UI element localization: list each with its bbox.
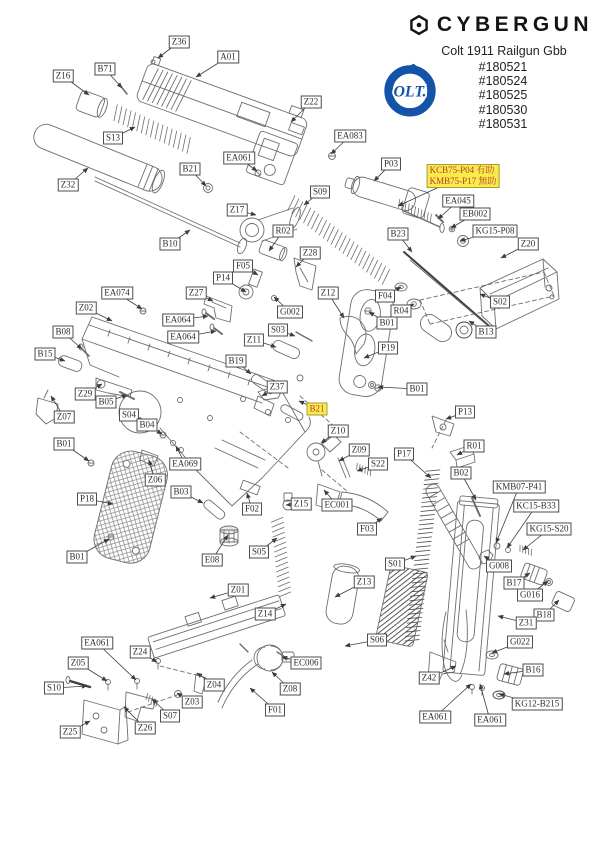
leader-line bbox=[339, 450, 359, 461]
cybergun-wordmark: CYBERGUN bbox=[436, 13, 593, 36]
leader-line bbox=[272, 672, 290, 689]
leader-line bbox=[374, 164, 391, 181]
leader-line bbox=[254, 340, 276, 347]
leader-line bbox=[170, 230, 190, 244]
leader-line bbox=[85, 384, 102, 394]
leader-line bbox=[328, 293, 344, 318]
part-label: Z11 bbox=[244, 334, 264, 347]
part-label: S07 bbox=[160, 710, 180, 723]
part-label: EA061 bbox=[419, 711, 451, 724]
part-label: Z09 bbox=[349, 444, 370, 457]
part-label: Z42 bbox=[419, 672, 440, 685]
leader-line bbox=[435, 684, 471, 717]
model-title: Colt 1911 Railgun Gbb bbox=[441, 44, 567, 58]
part-label: Z04 bbox=[204, 679, 225, 692]
leader-line bbox=[158, 42, 179, 58]
part-label: R01 bbox=[463, 440, 484, 453]
leader-line bbox=[78, 663, 107, 681]
colt-logo-icon bbox=[382, 61, 438, 117]
leader-line bbox=[237, 210, 256, 215]
leader-line bbox=[514, 573, 530, 583]
part-label: KC15-B33 bbox=[513, 500, 559, 513]
part-label: G002 bbox=[277, 306, 303, 319]
part-label: EA074 bbox=[101, 287, 133, 300]
part-label-highlighted: KCB75-P04 有助 KMB75-P17 無助 bbox=[427, 164, 500, 188]
cybergun-brand bbox=[408, 13, 593, 37]
leader-line bbox=[398, 234, 412, 252]
part-label: EA061 bbox=[474, 714, 506, 727]
spring-part bbox=[518, 545, 533, 555]
part-label: B02 bbox=[450, 467, 471, 480]
part-label: EC006 bbox=[290, 657, 321, 670]
leader-line bbox=[259, 538, 277, 552]
part-label: F03 bbox=[357, 523, 377, 536]
part-label: Z12 bbox=[318, 287, 339, 300]
leader-line bbox=[438, 201, 458, 219]
part-label: B04 bbox=[136, 419, 157, 432]
spring-part bbox=[111, 105, 194, 154]
leader-line bbox=[369, 312, 387, 323]
spring-part bbox=[355, 463, 373, 476]
leader-line bbox=[196, 57, 228, 77]
leader-line bbox=[286, 504, 301, 505]
part-label: EA069 bbox=[169, 458, 201, 471]
part-label: S05 bbox=[249, 546, 269, 559]
part-label: KMB07-P41 bbox=[493, 481, 546, 494]
part-label: EA061 bbox=[223, 152, 255, 165]
leader-line bbox=[70, 721, 90, 732]
part-label: F05 bbox=[233, 260, 253, 273]
part-label: EC001 bbox=[321, 499, 352, 512]
part-label: S09 bbox=[310, 186, 330, 199]
leader-line bbox=[499, 694, 537, 704]
leader-line bbox=[378, 387, 417, 389]
leader-line bbox=[269, 231, 283, 251]
part-label: G016 bbox=[517, 589, 543, 602]
part-label: F02 bbox=[242, 503, 262, 516]
part-label: Z08 bbox=[280, 683, 301, 696]
leader-line bbox=[63, 76, 89, 95]
leader-line bbox=[147, 425, 162, 434]
leader-line bbox=[223, 278, 246, 292]
leader-line bbox=[152, 699, 170, 716]
leader-line bbox=[480, 684, 490, 720]
part-label: KG15-P08 bbox=[472, 225, 517, 238]
part-label: S22 bbox=[368, 458, 388, 471]
leader-line bbox=[183, 331, 216, 337]
leader-line bbox=[498, 616, 526, 623]
leader-line bbox=[196, 293, 213, 301]
part-label: B10 bbox=[159, 238, 180, 251]
leader-line bbox=[385, 287, 401, 296]
part-label: EA064 bbox=[167, 331, 199, 344]
part-label: Z05 bbox=[68, 657, 89, 670]
leader-line bbox=[63, 332, 82, 349]
part-label: EB002 bbox=[459, 208, 490, 221]
leader-line bbox=[492, 642, 520, 653]
leader-line bbox=[190, 169, 206, 186]
sku-list bbox=[448, 60, 558, 131]
leader-line bbox=[291, 102, 311, 122]
part-label: Z32 bbox=[58, 179, 79, 192]
part-label: Z16 bbox=[53, 70, 74, 83]
leader-line bbox=[129, 415, 147, 424]
leader-line bbox=[64, 444, 89, 461]
part-label: B13 bbox=[475, 326, 496, 339]
part-label: B17 bbox=[503, 577, 524, 590]
part-label: R04 bbox=[390, 305, 411, 318]
spring-part bbox=[285, 196, 392, 285]
part-label: S13 bbox=[103, 132, 123, 145]
leader-line bbox=[446, 412, 465, 419]
leader-line bbox=[496, 487, 519, 543]
part-label: S10 bbox=[44, 682, 64, 695]
part-label: Z03 bbox=[182, 696, 203, 709]
part-label: Z28 bbox=[300, 247, 321, 260]
part-label: Z31 bbox=[516, 617, 537, 630]
part-label: F04 bbox=[375, 290, 395, 303]
part-label: B01 bbox=[406, 383, 427, 396]
part-label: Z20 bbox=[518, 238, 539, 251]
part-label: EA061 bbox=[81, 637, 113, 650]
part-label: Z17 bbox=[227, 204, 248, 217]
leader-line bbox=[178, 316, 208, 320]
part-label: Z14 bbox=[255, 608, 276, 621]
part-label: Z22 bbox=[301, 96, 322, 109]
leader-line bbox=[395, 556, 416, 564]
leader-line bbox=[507, 506, 536, 548]
leader-line bbox=[278, 330, 295, 336]
leader-line bbox=[480, 294, 500, 302]
part-label: G022 bbox=[507, 636, 533, 649]
spring-part bbox=[144, 694, 159, 707]
leader-line bbox=[274, 297, 290, 312]
leader-line bbox=[181, 492, 203, 503]
part-label: A01 bbox=[217, 51, 239, 64]
sku-number: #180521 bbox=[478, 60, 528, 74]
part-label: Z06 bbox=[145, 474, 166, 487]
part-label: F01 bbox=[265, 704, 285, 717]
part-label: P14 bbox=[213, 272, 233, 285]
part-label: P03 bbox=[381, 158, 401, 171]
part-label: B19 bbox=[225, 355, 246, 368]
part-label: S06 bbox=[367, 634, 387, 647]
part-label: P19 bbox=[378, 342, 398, 355]
leader-line bbox=[239, 158, 257, 171]
leader-line bbox=[243, 266, 258, 275]
part-label: KG12-B215 bbox=[512, 698, 563, 711]
part-label: S03 bbox=[268, 324, 288, 337]
sku-number: #180531 bbox=[478, 116, 528, 131]
part-label: Z29 bbox=[75, 388, 96, 401]
leader-line bbox=[331, 136, 350, 154]
part-label: Z15 bbox=[291, 498, 312, 511]
part-label: EA083 bbox=[334, 130, 366, 143]
part-label: B01 bbox=[66, 551, 87, 564]
leader-line bbox=[105, 69, 122, 88]
leader-line bbox=[335, 582, 364, 597]
parts-artwork bbox=[30, 55, 575, 744]
sku-number: #180525 bbox=[478, 88, 528, 103]
part-label: Z01 bbox=[228, 584, 249, 597]
sku-number: #180524 bbox=[478, 74, 528, 89]
part-label: B21 bbox=[179, 163, 200, 176]
spring-part bbox=[271, 517, 291, 596]
leader-line bbox=[451, 214, 475, 228]
leader-line bbox=[250, 688, 275, 710]
part-label: P13 bbox=[455, 406, 475, 419]
colt-logo-text: OLT. bbox=[393, 83, 427, 101]
part-label: B08 bbox=[52, 326, 73, 339]
part-label: Z10 bbox=[328, 425, 349, 438]
part-label: KG15-S20 bbox=[526, 523, 571, 536]
part-label: E08 bbox=[202, 554, 223, 567]
leader-line bbox=[501, 244, 528, 258]
part-label: Z25 bbox=[60, 726, 81, 739]
leader-line bbox=[523, 529, 549, 550]
part-label: B71 bbox=[94, 63, 115, 76]
part-label: B23 bbox=[387, 228, 408, 241]
leader-line bbox=[97, 643, 136, 680]
leader-line bbox=[45, 354, 65, 361]
part-label: R02 bbox=[272, 225, 293, 238]
leader-line bbox=[247, 493, 252, 509]
part-label: EA045 bbox=[442, 195, 474, 208]
sku-number: #180530 bbox=[478, 102, 528, 117]
leader-line bbox=[530, 581, 548, 595]
leader-line bbox=[54, 686, 87, 688]
part-label: S01 bbox=[385, 558, 405, 571]
part-label: Z26 bbox=[135, 722, 156, 735]
leader-line bbox=[504, 670, 533, 674]
part-label: B01 bbox=[376, 317, 397, 330]
leader-line bbox=[345, 640, 377, 646]
leader-line bbox=[404, 454, 431, 478]
part-label: Z27 bbox=[186, 287, 207, 300]
part-label: P18 bbox=[77, 493, 97, 506]
part-label: P17 bbox=[394, 448, 414, 461]
part-label: B01 bbox=[53, 438, 74, 451]
part-label: B18 bbox=[533, 609, 554, 622]
leader-line bbox=[367, 518, 382, 529]
part-label: S04 bbox=[119, 409, 139, 422]
cybergun-target-icon bbox=[408, 14, 430, 36]
part-label-highlighted: B21 bbox=[306, 403, 327, 416]
part-label: G008 bbox=[486, 560, 512, 573]
leader-line bbox=[117, 293, 142, 309]
leader-line bbox=[296, 253, 310, 267]
leader-line bbox=[304, 192, 320, 205]
part-label: Z07 bbox=[54, 411, 75, 424]
leader-line bbox=[68, 168, 88, 185]
leader-line bbox=[299, 401, 317, 409]
part-label: Z37 bbox=[267, 381, 288, 394]
leader-line bbox=[197, 673, 214, 685]
leader-line bbox=[265, 604, 286, 614]
part-label: Z36 bbox=[169, 36, 190, 49]
part-label: B05 bbox=[95, 396, 116, 409]
leader-line bbox=[113, 127, 135, 138]
part-label: Z02 bbox=[76, 302, 97, 315]
part-label: Z13 bbox=[354, 576, 375, 589]
part-label: S02 bbox=[490, 296, 510, 309]
part-label: B15 bbox=[34, 348, 55, 361]
leader-line bbox=[51, 396, 64, 417]
part-label: B16 bbox=[522, 664, 543, 677]
part-label: Z24 bbox=[130, 646, 151, 659]
leader-line bbox=[364, 348, 388, 358]
leader-line bbox=[262, 387, 277, 396]
colt-logo bbox=[382, 61, 438, 117]
part-label: EA064 bbox=[162, 314, 194, 327]
part-label: B03 bbox=[170, 486, 191, 499]
